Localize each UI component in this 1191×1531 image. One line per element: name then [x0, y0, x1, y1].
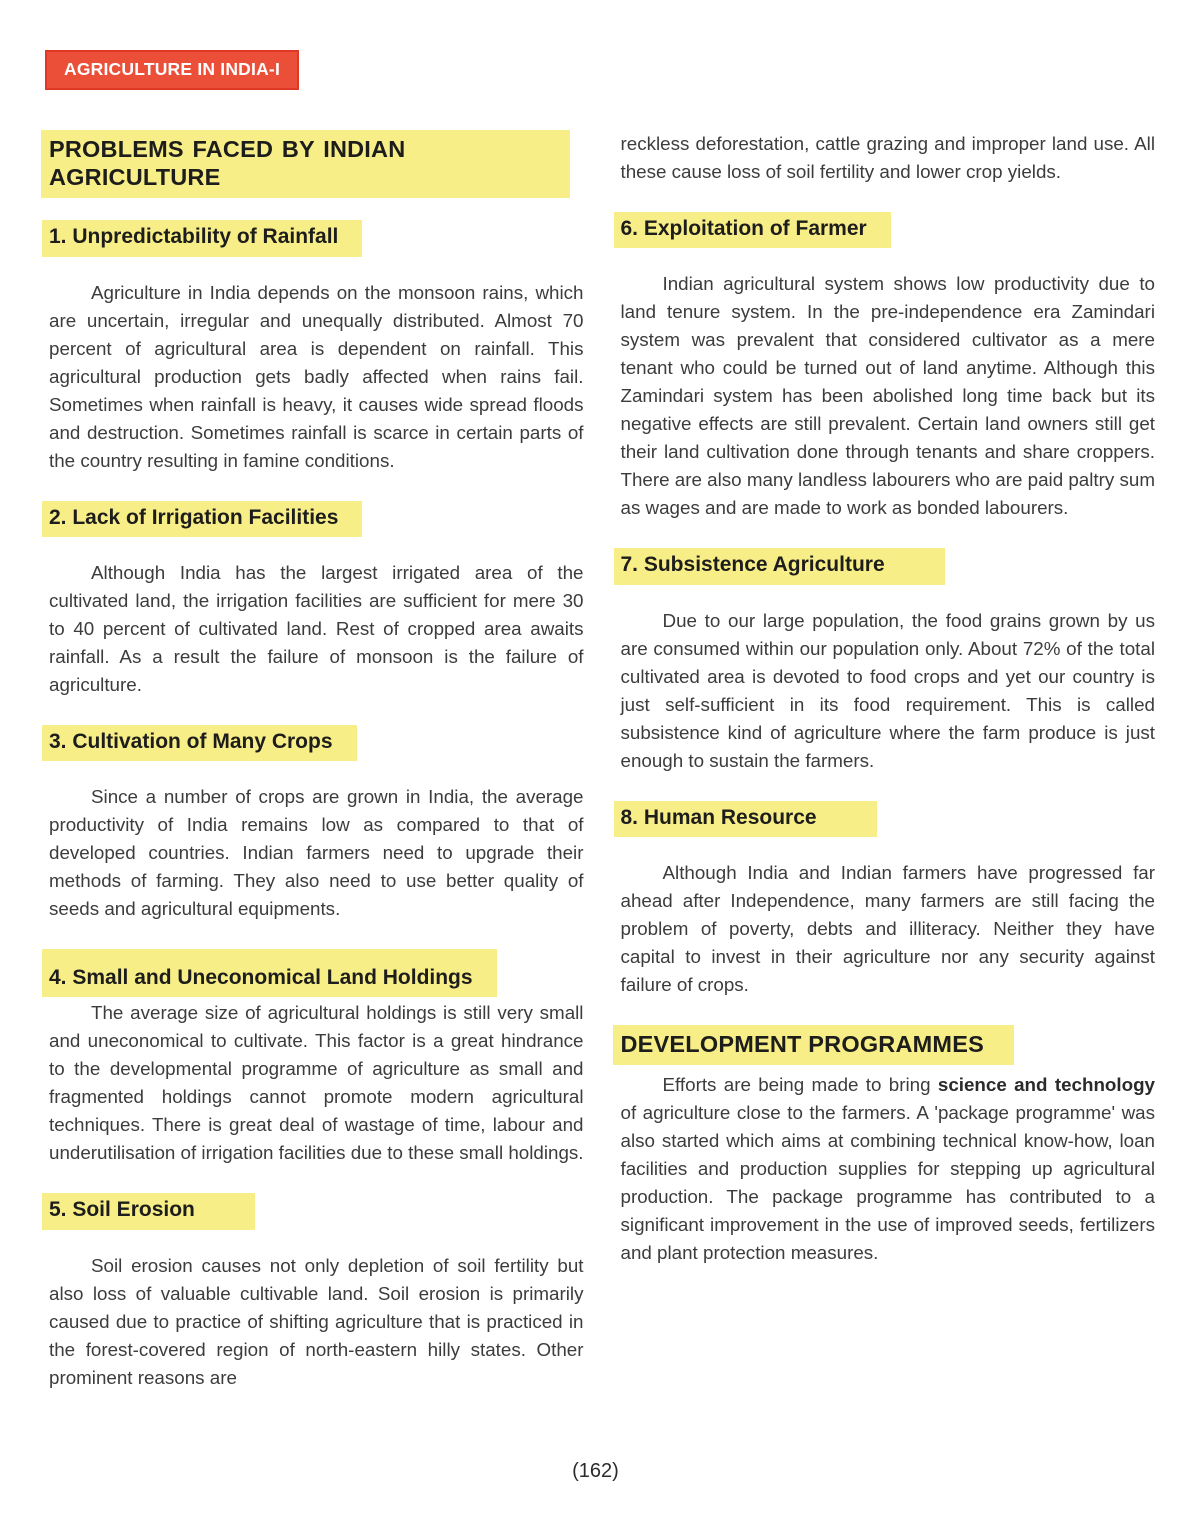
section-small-land-holdings: [49, 949, 584, 1167]
main-title-problems-faced: PROBLEMS FACED BY INDIAN AGRICULTURE: [41, 130, 570, 198]
dev-paragraph-rest: of agriculture close to the farmers. A 'package programme' was also started which aims at combining technical know-how, loan facilities and production supplies for stepping up agricultural production. The package programme has contributed to a significant improvement in the use of improved seeds, fertilizers and plant protection measures.: [620, 1101, 1155, 1263]
left-column: [49, 130, 584, 1418]
section-paragraph-6: Indian agricultural system shows low productivity due to land tenure system. In the pre-independence era Zamindari system was prevalent that considered cultivator as a mere tenant who could be turned out of land anytime. Although this Zamindari system has been abolished long time back but its negative effects are still prevalent. Certain land owners still get their land cultivation done through tenants and share croppers. There are also many landless labourers who are paid paltry sum as wages and are made to work as bonded labourers.: [620, 273, 1155, 519]
section-paragraph-2: Although India has the largest irrigated area of the cultivated land, the irrigation facilities are sufficient for mere 30 to 40 percent of cultivated land. Rest of cropped area awaits rainfall. As a result the failure of monsoon is the failure of agriculture.: [49, 561, 584, 695]
section-lack-of-irrigation: [49, 501, 584, 699]
section-heading-8: 8. Human Resource: [614, 801, 877, 837]
section-heading-7: 7. Subsistence Agriculture: [614, 548, 945, 584]
section-exploitation-of-farmer: [621, 212, 1156, 522]
two-column-layout: [0, 130, 1191, 1418]
section-human-resource: [621, 801, 1156, 999]
chapter-badge: AGRICULTURE IN INDIA-I: [45, 50, 299, 90]
page-number: (162): [572, 1460, 619, 1482]
section-heading-4: 4. Small and Uneconomical Land Holdings: [42, 949, 497, 997]
section-paragraph-8: Although India and Indian farmers have progressed far ahead after Independence, many farmers are still facing the problem of poverty, debts and illiteracy. Neither they have capital to invest in their agriculture nor any security against failure of crops.: [620, 861, 1155, 995]
section-heading-6: 6. Exploitation of Farmer: [614, 212, 891, 248]
dev-paragraph-bold-phrase: science and technology: [937, 1073, 1155, 1095]
section-heading-5: 5. Soil Erosion: [42, 1193, 255, 1229]
continuation-paragraph: reckless deforestation, cattle grazing and improper land use. All these cause loss of soil fertility and lower crop yields.: [620, 133, 1155, 182]
development-programmes-title: DEVELOPMENT PROGRAMMES: [613, 1025, 1014, 1065]
right-column: [621, 130, 1156, 1293]
section-cultivation-of-many-crops: [49, 725, 584, 923]
dev-paragraph-lead: Efforts are being made to bring: [662, 1073, 938, 1095]
section-paragraph-1: Agriculture in India depends on the monsoon rains, which are uncertain, irregular and unequally distributed. Almost 70 percent of agricultural area is dependent on rainfall. This agricultural production gets badly affected when rains fail. Sometimes when rainfall is heavy, it causes wide spread floods and destruction. Sometimes rainfall is scarce in certain parts of the country resulting in famine conditions.: [49, 281, 584, 471]
section-subsistence-agriculture: [621, 548, 1156, 774]
section-heading-3: 3. Cultivation of Many Crops: [42, 725, 357, 761]
section-paragraph-3: Since a number of crops are grown in India, the average productivity of India remains low as compared to that of developed countries. Indian farmers need to upgrade their methods of farming. They also need to use better quality of seeds and agricultural equipments.: [49, 786, 584, 920]
section-heading-2: 2. Lack of Irrigation Facilities: [42, 501, 362, 537]
section-heading-1: 1. Unpredictability of Rainfall: [42, 220, 362, 256]
section-soil-erosion: [49, 1193, 584, 1391]
section-paragraph-5: Soil erosion causes not only depletion of soil fertility but also loss of valuable cultivable land. Soil erosion is primarily caused due to practice of shifting agriculture that is practiced in the forest-covered region of north-eastern hilly states. Other prominent reasons are: [49, 1254, 584, 1388]
section-development-programmes: [621, 1025, 1156, 1267]
section-paragraph-7: Due to our large population, the food grains grown by us are consumed within our population only. About 72% of the total cultivated area is devoted to food crops and yet our country is just self-sufficient in its food requirement. This is called subsistence kind of agriculture where the farm produce is just enough to sustain the farmers.: [620, 609, 1155, 771]
development-programmes-paragraph: [621, 1071, 1156, 1267]
section-paragraph-4: The average size of agricultural holdings is still very small and uneconomical to cultivate. This factor is a great hindrance to the developmental programme of agriculture as small and fragmented holdings cannot promote modern agricultural techniques. There is great deal of wastage of time, labour and underutilisation of irrigation facilities due to these small holdings.: [49, 1002, 584, 1164]
section-unpredictability-of-rainfall: [49, 220, 584, 474]
